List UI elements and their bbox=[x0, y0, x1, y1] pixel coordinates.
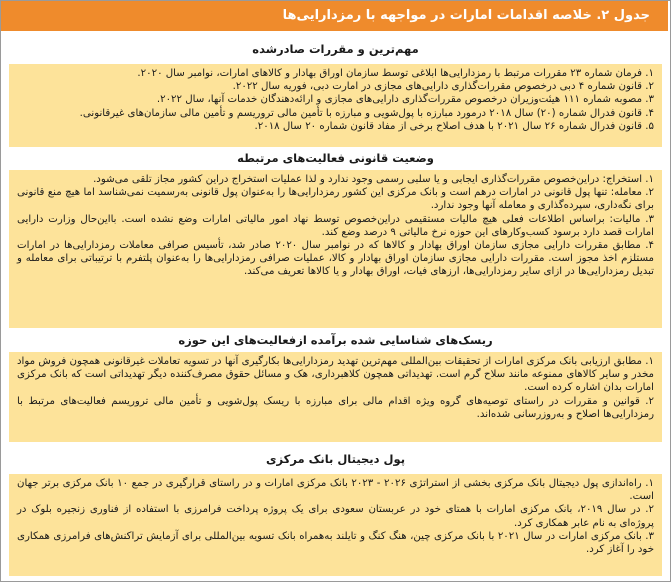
list-item: ۴. قانون فدرال شماره (۲۰) سال ۲۰۱۸ درمورد مبارزه با پول‌شویی و مبارزه با تأمین مالی تروریسم و تأمین مالی سازمان‌های غیرقانونی. bbox=[79, 107, 654, 119]
section-heading-cbdc: پول دیجیتال بانک مرکزی bbox=[9, 446, 662, 472]
list-item: ۲. قوانین و مقررات در راستای توصیه‌های گروه ویژه اقدام مالی برای مبارزه با ریسک پول‌شویی و تأمین مالی تروریسم فعالیت‌های مرتبط با رمزدارایی‌ها اصلاح و به‌روزرسانی شده‌اند. bbox=[17, 395, 654, 420]
list-item: ۳. مالیات: براساس اطلاعات فعلی هیچ مالیات مستقیمی دراین‌خصوص توسط نهاد امور مالیاتی امارات وضع نشده است. بااین‌حال وزارت دارایی امارات قصد دارد برسود کسب‌وکارهای این حوزه نرخ مالیاتی ۹ درصد وضع کند. bbox=[17, 213, 654, 238]
section-body-regulations bbox=[9, 64, 662, 147]
section-body-cbdc bbox=[9, 474, 662, 576]
list-item: ۳. مصوبه شماره ۱۱۱ هیئت‌وزیران درخصوص مقررات‌گذاری دارایی‌های مجازی و ارائه‌دهندگان خدمات آنها، سال ۲۰۲۲. bbox=[156, 94, 654, 106]
list-item: ۱. فرمان شماره ۲۳ مقررات مرتبط با رمزدارایی‌ها ابلاغی توسط سازمان اوراق بهادار و کالاهای امارات، نوامبر سال ۲۰۲۰. bbox=[137, 68, 654, 79]
list-item: ۴. مطابق مقررات دارایی مجازی سازمان اوراق بهادار و کالاها که در نوامبر سال ۲۰۲۰ صادر شد، تأسیس صرافی معاملات رمزدارایی‌ها در امارات مستلزم اخذ مجوز است. مقررات دارایی مجازی سازمان اوراق بهادار و کالا، عملیات صرافی رمزدارایی‌ها را به‌عنوان پلتفرم با ترتیباتی برای معامله و تبدیل رمزدارایی‌ها در ازای سایر رمزدارایی‌ها، ارزهای فیات، اوراق بهادار و یا کالاها تعریف می‌کند. bbox=[17, 240, 654, 278]
list-item: ۱. استخراج: دراین‌خصوص مقررات‌گذاری ایجابی و یا سلبی رسمی وجود ندارد و لذا عملیات استخراج دراین کشور مجاز تلقی می‌شود. bbox=[93, 174, 654, 185]
list-item: ۳. بانک مرکزی امارات در سال ۲۰۲۱ با بانک مرکزی چین، هنگ کنگ و تایلند به‌همراه بانک تسویه بین‌المللی برای آزمایش تراکنش‌های فرامرزی همکاری خود را آغاز کرد. bbox=[17, 530, 654, 556]
list-item: ۲. در سال ۲۰۱۹، بانک مرکزی امارات با همتای خود در عربستان سعودی برای یک پروژه پرداخت فرامرزی با استفاده از فناوری زنجیره بلوک در پروژه‌ای به نام عابر همکاری کرد. bbox=[17, 504, 655, 529]
list-item: ۱. راه‌اندازی پول دیجیتال بانک مرکزی بخشی از استراتژی ۲۰۲۶ - ۲۰۲۳ بانک مرکزی امارات و در راستای قرارگیری در جمع ۱۰ بانک مرکزی برتر جهان است. bbox=[17, 478, 654, 503]
list-item: ۲. قانون شماره ۴ دبی درخصوص مقررات‌گذاری دارایی‌های مجازی در امارت دبی، فوریه سال ۲۰۲۲. bbox=[232, 81, 654, 93]
section-body-risks bbox=[9, 352, 662, 442]
section-body-legal-status bbox=[9, 170, 662, 328]
table-title: جدول ۲. خلاصه اقدامات امارات در مواجهه با رمزدارایی‌ها bbox=[1, 1, 668, 31]
list-item: ۲. معامله: تنها پول قانونی در امارات درهم است و بانک مرکزی این کشور رمزدارایی‌ها را به‌عنوان پول قانونی به‌رسمیت نمی‌شناسد اما هیچ منع قانونی برای نگه‌داری، سپرده‌گذاری و معامله آنها وجود ندارد. bbox=[17, 187, 654, 212]
list-item: ۱. مطابق ارزیابی بانک مرکزی امارات از تحقیقات بین‌المللی مهم‌ترین تهدید رمزدارایی‌ها بکارگیری آنها در تسویه تعاملات غیرقانونی همچون فروش مواد مخدر و سایر کالاهای ممنوعه مانند سلاح گرم است. تهدیداتی همچون کلاهبرداری، هک و مسائل حقوق مصرف‌کننده دیگر تهدیداتی است که بانک مرکزی امارات بدان اشاره کرده است. bbox=[17, 356, 654, 394]
list-item: ۵. قانون فدرال شماره ۲۶ سال ۲۰۲۱ با هدف اصلاح برخی از مفاد قانون شماره ۲۰ سال ۲۰۱۸. bbox=[254, 120, 654, 132]
section-heading-risks: ریسک‌های شناسایی شده برآمده ازفعالیت‌های این حوزه bbox=[9, 330, 662, 350]
section-heading-legal-status: وضعیت قانونی فعالیت‌های مرتبطه bbox=[9, 148, 662, 168]
section-heading-regulations: مهم‌ترین و مقررات صادرشده bbox=[9, 38, 662, 60]
